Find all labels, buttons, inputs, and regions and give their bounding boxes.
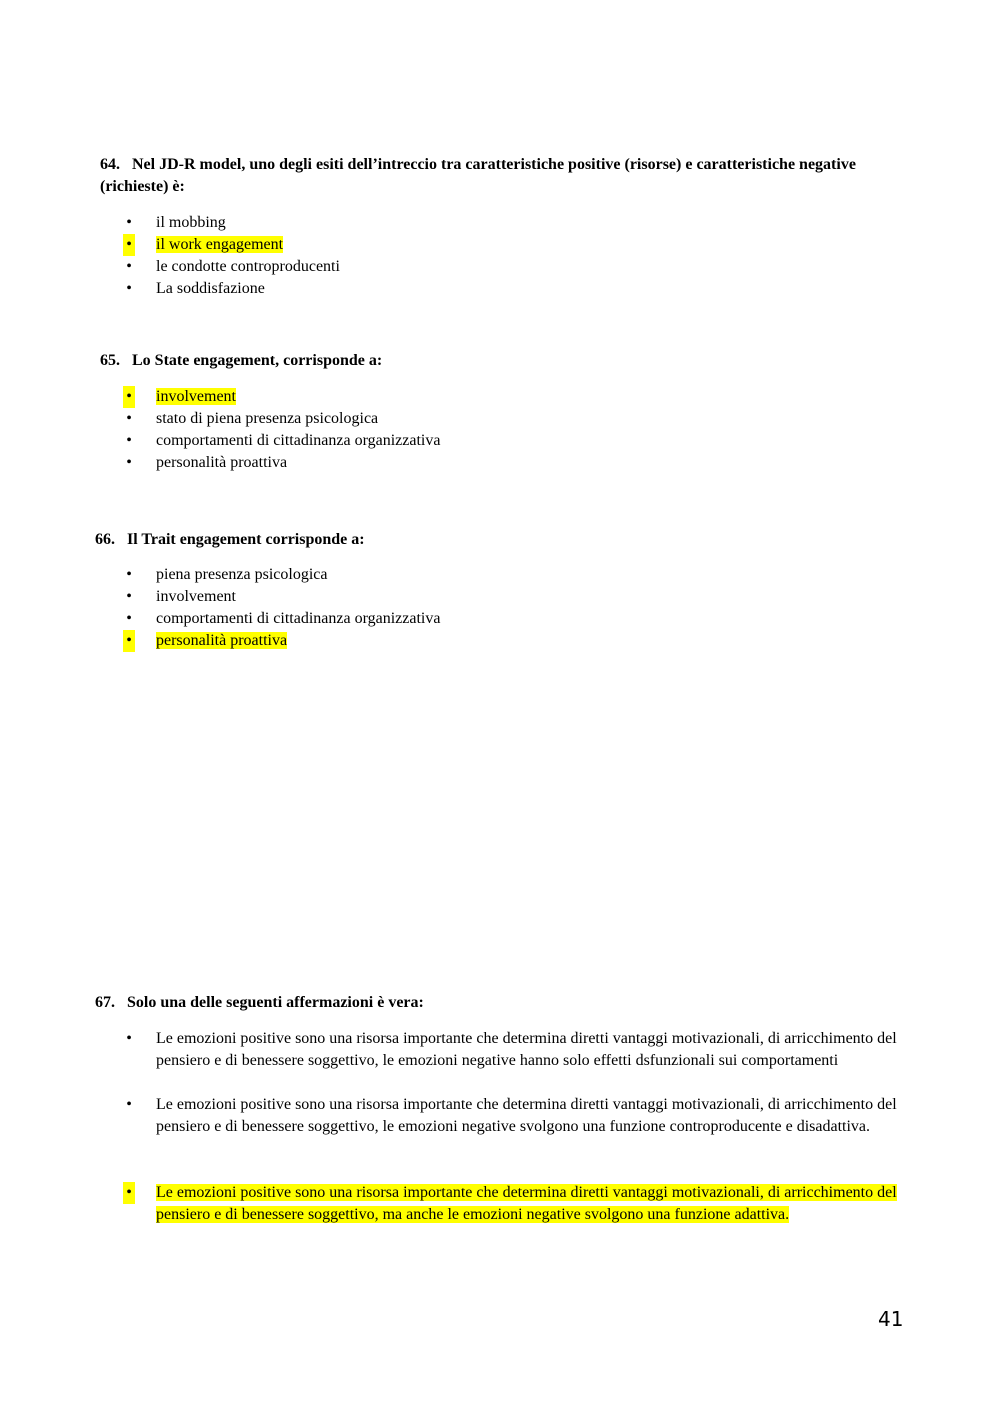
question-number: 66.	[95, 531, 115, 548]
option-item	[95, 386, 900, 408]
question-number: 64.	[100, 156, 120, 173]
question-number: 67.	[95, 994, 115, 1011]
question-text: Il Trait engagement corrisponde a:	[127, 531, 365, 548]
option-text: La soddisfazione	[156, 280, 265, 297]
question-number: 65.	[100, 352, 120, 369]
option-item	[95, 1028, 900, 1072]
bullet-icon: •	[123, 234, 135, 256]
bullet-icon: •	[126, 280, 132, 297]
option-text: Le emozioni positive sono una risorsa importante che determina diretti vantaggi motivazionali, di arricchimento del pensiero e di benessere soggettivo, ma anche le emozioni negative svolgono una funzione adattiva.	[156, 1184, 897, 1223]
option-text: comportamenti di cittadinanza organizzativa	[156, 432, 441, 449]
question-64	[95, 154, 900, 300]
bullet-icon: •	[126, 258, 132, 275]
option-item	[95, 630, 900, 652]
page-number: 41	[878, 1307, 904, 1331]
question-title	[95, 154, 900, 198]
bullet-icon: •	[126, 432, 132, 449]
option-item	[95, 278, 900, 300]
option-item	[95, 212, 900, 234]
question-text: Solo una delle seguenti affermazioni è vera:	[127, 994, 424, 1011]
question-title	[95, 529, 900, 551]
option-text: involvement	[156, 388, 236, 405]
option-item	[95, 234, 900, 256]
option-text: personalità proattiva	[156, 454, 288, 471]
bullet-icon: •	[126, 410, 132, 427]
bullet-icon: •	[123, 386, 135, 408]
bullet-icon: •	[126, 454, 132, 471]
option-list	[95, 386, 900, 474]
option-item	[95, 256, 900, 278]
option-text: comportamenti di cittadinanza organizzativa	[156, 610, 441, 627]
option-text: il mobbing	[156, 214, 226, 231]
bullet-icon: •	[126, 610, 132, 627]
option-list	[95, 564, 900, 652]
option-item	[95, 586, 900, 608]
bullet-icon: •	[126, 214, 132, 231]
option-item	[95, 1094, 900, 1138]
option-item	[95, 608, 900, 630]
question-title	[95, 992, 900, 1014]
option-item	[95, 564, 900, 586]
question-67	[95, 992, 900, 1226]
option-item	[95, 408, 900, 430]
bullet-icon: •	[126, 1030, 132, 1047]
option-item	[95, 430, 900, 452]
option-text: il work engagement	[156, 236, 284, 253]
question-text: Lo State engagement, corrisponde a:	[132, 352, 383, 369]
question-text: Nel JD-R model, uno degli esiti dell’intreccio tra caratteristiche positive (risorse) e caratteristiche negative (richieste) è:	[100, 156, 856, 195]
option-text: stato di piena presenza psicologica	[156, 410, 379, 427]
bullet-icon: •	[126, 1096, 132, 1113]
bullet-icon: •	[126, 588, 132, 605]
bullet-icon: •	[126, 566, 132, 583]
option-text: piena presenza psicologica	[156, 566, 328, 583]
question-66	[95, 529, 900, 652]
option-text: Le emozioni positive sono una risorsa importante che determina diretti vantaggi motivazionali, di arricchimento del pensiero e di benessere soggettivo, le emozioni negative hanno solo effetti dsfunzionali sui comportamenti	[156, 1030, 897, 1069]
option-text: involvement	[156, 588, 236, 605]
option-text: Le emozioni positive sono una risorsa importante che determina diretti vantaggi motivazionali, di arricchimento del pensiero e di benessere soggettivo, le emozioni negative svolgono una funzione controproducente e disadattiva.	[156, 1096, 897, 1135]
bullet-icon: •	[123, 1182, 135, 1204]
question-65	[95, 350, 900, 474]
option-text: le condotte controproducenti	[156, 258, 340, 275]
option-item	[95, 452, 900, 474]
bullet-icon: •	[123, 630, 135, 652]
option-list	[95, 1028, 900, 1226]
option-item	[95, 1182, 900, 1226]
option-text: personalità proattiva	[156, 632, 288, 649]
option-list	[95, 212, 900, 300]
question-title	[95, 350, 900, 372]
